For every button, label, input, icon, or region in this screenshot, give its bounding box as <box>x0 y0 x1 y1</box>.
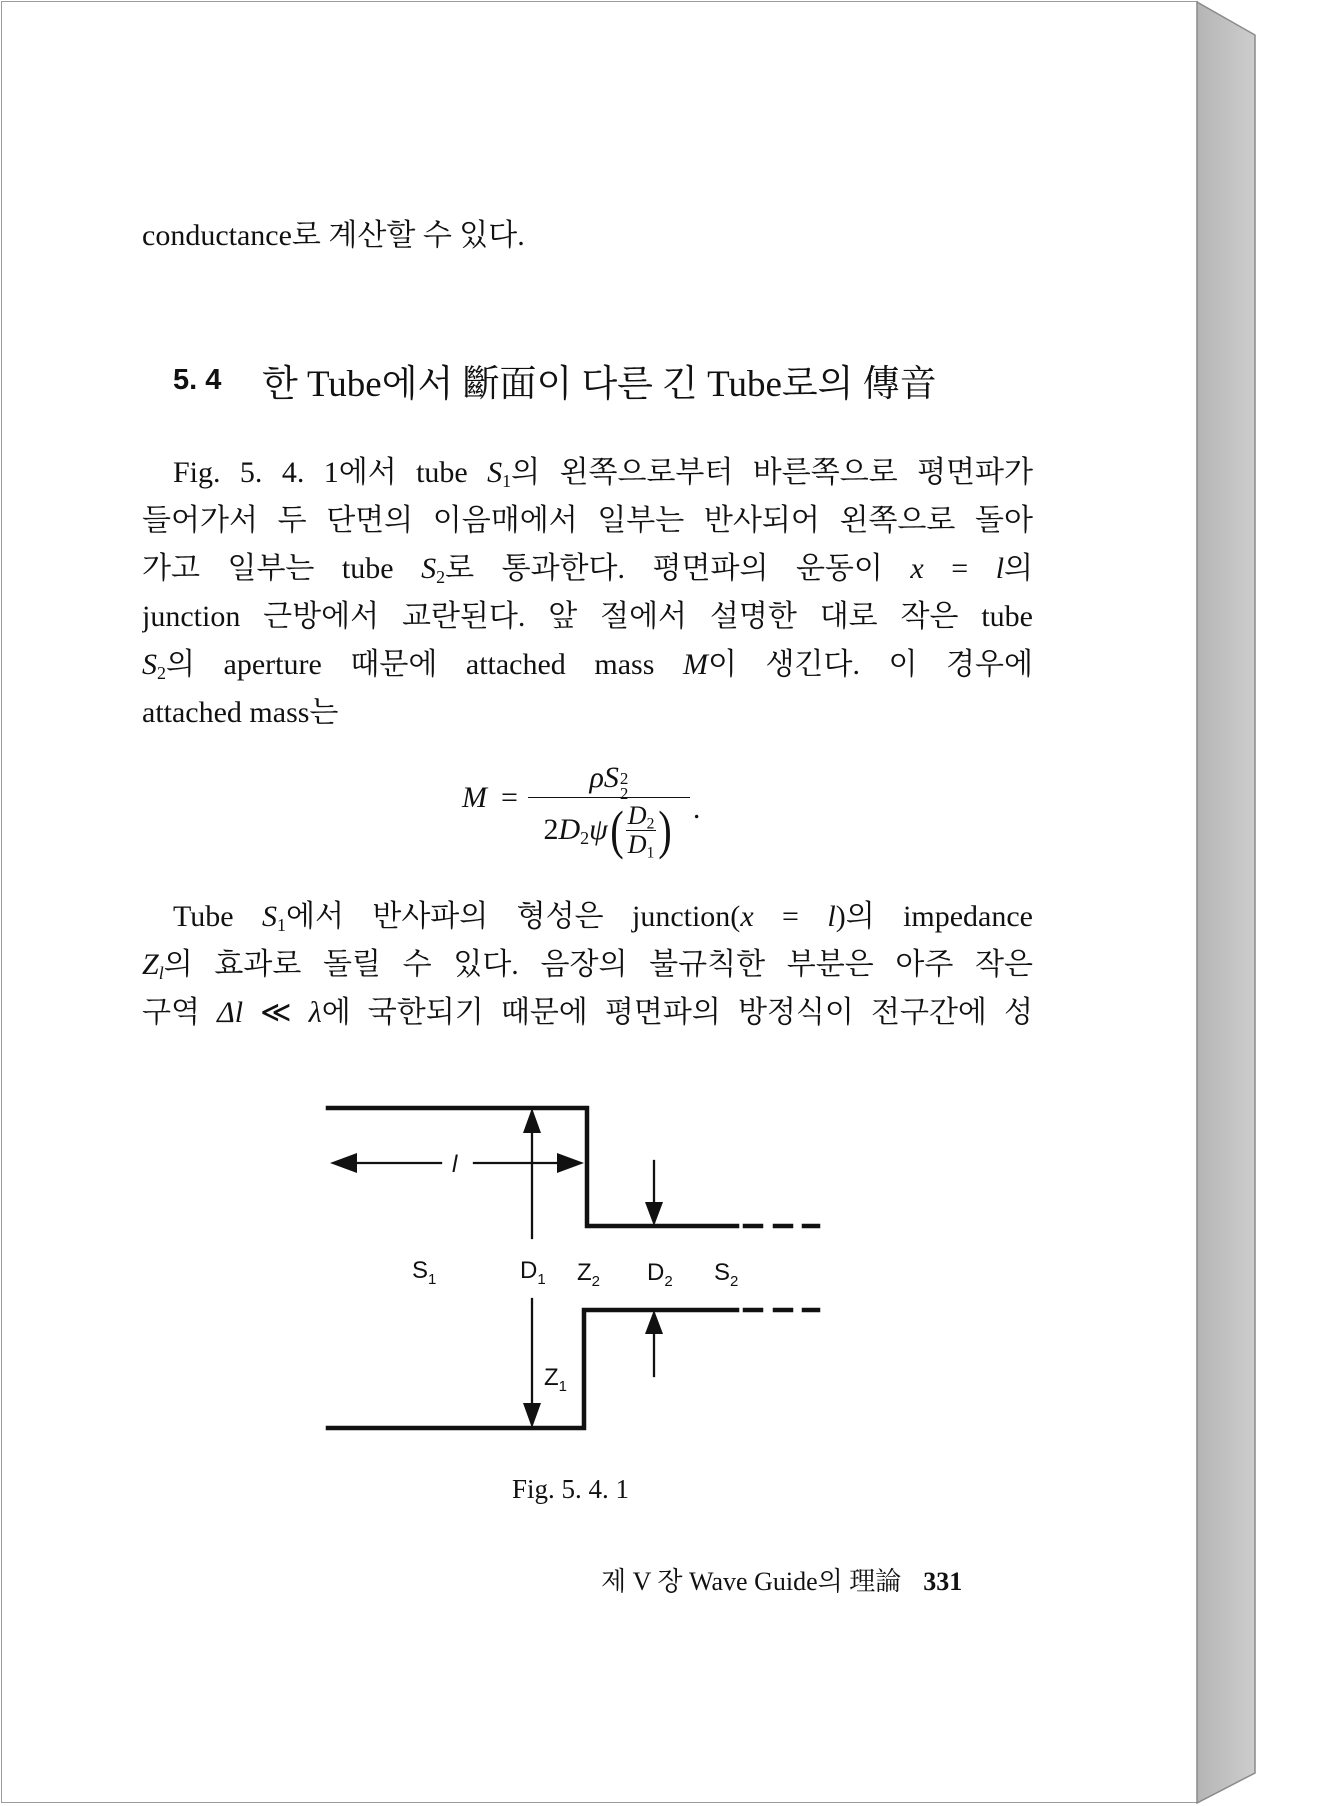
tube-junction-diagram <box>300 1090 840 1450</box>
label-sub: 2 <box>730 1273 739 1290</box>
figure-caption: Fig. 5. 4. 1 <box>512 1474 630 1504</box>
numerator-scripts <box>620 771 629 801</box>
text-segment: 의 왼쪽으로부터 바른쪽으로 평면파가 <box>511 456 1033 489</box>
formula-denominator <box>543 798 674 862</box>
label-d2 <box>647 1259 673 1290</box>
subscript: 2 <box>619 784 629 803</box>
paragraph-2-line-3 <box>142 989 1033 1037</box>
math-symbol: Δl <box>217 996 244 1029</box>
text-segment: 의 aperture 때문에 attached mass <box>166 648 683 681</box>
inner-numerator <box>626 800 657 832</box>
section-heading <box>173 354 937 406</box>
length-arrowhead-left <box>330 1153 357 1173</box>
numerator-base: ρS <box>589 761 619 794</box>
label-main: S <box>412 1257 429 1284</box>
math-symbol: x <box>740 900 754 933</box>
text-segment: 이 생긴다. 이 경우에 <box>707 648 1033 681</box>
paragraph-1-line-2 <box>142 497 1033 545</box>
paragraph-1-line-4 <box>142 593 1033 641</box>
text-segment: 로 통과한다. 평면파의 운동이 <box>445 552 911 585</box>
text-segment: ≪ <box>243 996 309 1029</box>
text-segment: 의 효과로 돌릴 수 있다. 음장의 불규칙한 부분은 아주 작은 <box>163 948 1033 981</box>
label-main: D <box>520 1257 538 1284</box>
subscript: 2 <box>157 663 166 684</box>
footer-chapter: 제 V 장 Wave Guide의 理論 <box>601 1567 902 1596</box>
label-sub: 2 <box>591 1273 601 1290</box>
math-symbol: Z <box>142 948 159 981</box>
math-symbol: l <box>827 900 836 933</box>
paragraph-1 <box>142 449 1033 737</box>
subscript: 2 <box>580 828 590 849</box>
paragraph-1-line-5 <box>142 641 1033 689</box>
denominator-coefficient: 2 <box>543 813 559 846</box>
superscript: 2 <box>619 769 629 788</box>
label-d1 <box>520 1257 546 1288</box>
label-sub: 1 <box>428 1271 437 1288</box>
length-label: l <box>452 1151 458 1178</box>
denominator-function: ψ <box>589 813 608 846</box>
text-segment: = <box>753 900 828 933</box>
length-arrowhead-right <box>557 1153 584 1173</box>
label-z2 <box>577 1259 600 1290</box>
subscript: l <box>158 963 164 984</box>
section-title: 한 Tube에서 斷面이 다른 긴 Tube로의 傳音 <box>262 364 937 405</box>
paragraph-1-line-1 <box>142 449 1033 497</box>
book-page-edge <box>1190 0 1260 1806</box>
label-main: S <box>714 1259 731 1286</box>
math-symbol: D <box>627 829 647 859</box>
math-symbol: D <box>627 800 647 830</box>
d2-arrowhead-up <box>645 1310 663 1334</box>
formula-numerator <box>528 734 690 803</box>
text-segment: Fig. 5. 4. 1에서 tube <box>173 456 488 489</box>
formula-fraction <box>528 734 690 862</box>
d1-arrowhead-up <box>523 1108 541 1133</box>
formula-terminator: . <box>692 792 701 825</box>
d2-arrowhead-down <box>645 1202 663 1226</box>
math-symbol: x <box>910 552 924 585</box>
paragraph-2-line-1 <box>142 893 1033 941</box>
attached-mass-formula <box>462 734 700 862</box>
book-edge-shape <box>1197 2 1255 1803</box>
text-segment: )의 impedance <box>835 900 1033 933</box>
subscript: 2 <box>646 814 655 832</box>
subscript: 1 <box>502 471 512 492</box>
inner-denominator <box>626 829 657 861</box>
text-segment: junction 근방에서 교란된다. 앞 절에서 설명한 대로 작은 tube <box>142 600 1033 633</box>
section-number: 5. 4 <box>173 363 222 396</box>
math-symbol: M <box>682 648 708 681</box>
inner-fraction <box>626 800 657 861</box>
math-symbol: S <box>421 552 437 585</box>
denominator-term <box>543 813 607 847</box>
paragraph-2 <box>142 893 1033 1037</box>
running-footer <box>601 1564 962 1600</box>
label-s2 <box>714 1259 738 1290</box>
text-segment: attached mass는 <box>142 696 339 729</box>
text-segment: 들어가서 두 단면의 이음매에서 일부는 반사되어 왼쪽으로 돌아 <box>142 504 1033 537</box>
open-paren: ( <box>610 800 624 860</box>
math-symbol: l <box>995 552 1005 585</box>
page-number: 331 <box>923 1567 963 1596</box>
subscript: 1 <box>276 915 286 936</box>
label-sub: 1 <box>558 1378 568 1395</box>
text-segment: 의 <box>1004 552 1033 585</box>
label-sub: 2 <box>664 1273 673 1290</box>
label-main: Z <box>577 1259 592 1286</box>
paragraph-1-line-6 <box>142 689 1033 737</box>
denominator-symbol: D <box>558 813 581 846</box>
text-segment: Tube <box>173 900 262 933</box>
text-segment: 가고 일부는 tube <box>142 552 422 585</box>
text-segment: 에 국한되기 때문에 평면파의 방정식이 전구간에 성 <box>321 996 1033 1029</box>
math-symbol: λ <box>308 996 322 1029</box>
text-segment: 에서 반사파의 형성은 junction( <box>285 900 741 933</box>
subscript: 2 <box>436 567 446 588</box>
label-sub: 1 <box>537 1271 546 1288</box>
text-segment: = <box>923 552 996 585</box>
formula-equals: = <box>501 781 518 814</box>
intro-line: conductance로 계산할 수 있다. <box>142 219 525 252</box>
d1-arrowhead-down <box>523 1403 541 1428</box>
math-symbol: S <box>487 456 503 489</box>
label-s1 <box>412 1257 436 1288</box>
math-symbol: S <box>142 648 157 681</box>
paragraph-1-line-3 <box>142 545 1033 593</box>
paragraph-2-line-2 <box>142 941 1033 989</box>
math-symbol: S <box>261 900 277 933</box>
label-z1 <box>544 1364 567 1395</box>
label-main: Z <box>544 1364 559 1391</box>
close-paren: ) <box>658 800 673 860</box>
text-segment: 구역 <box>142 996 218 1029</box>
label-main: D <box>647 1259 665 1286</box>
formula-lhs: M <box>462 781 487 814</box>
subscript: 1 <box>646 843 655 861</box>
